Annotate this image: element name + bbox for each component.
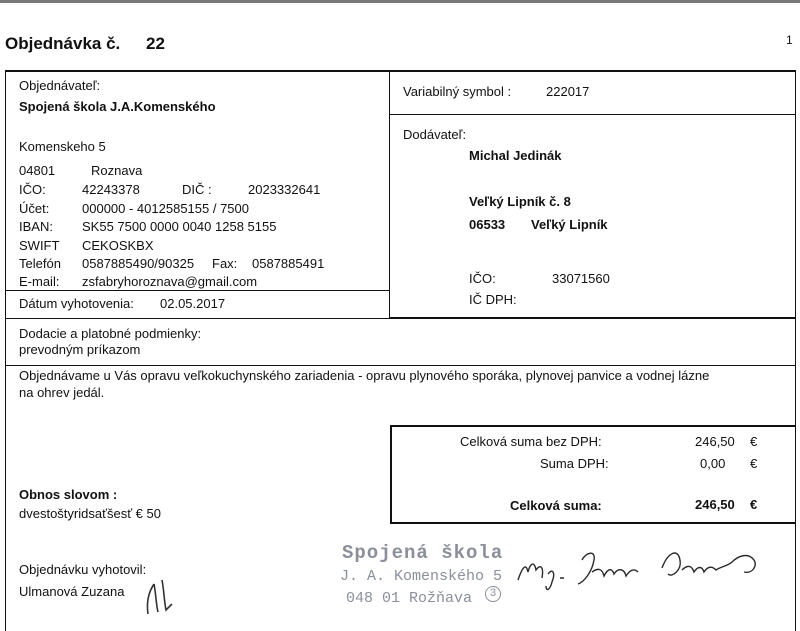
date-bottom-divider — [5, 318, 389, 319]
issuer-name: Ulmanová Zuzana — [19, 584, 125, 599]
orderer-swift: CEKOSKBX — [82, 238, 154, 253]
vat-label: Suma DPH: — [540, 456, 609, 471]
orderer-name: Spojená škola J.A.Komenského — [19, 99, 216, 114]
orderer-city: Roznava — [91, 163, 143, 178]
stamp-line-3: 048 01 Rožňava — [346, 590, 473, 607]
date-value: 02.05.2017 — [160, 296, 226, 311]
orderer-iban-label: IBAN: — [19, 219, 53, 234]
supplier-street: Veľký Lipník č. 8 — [469, 194, 571, 209]
supplier-label: Dodávateľ: — [403, 127, 467, 142]
orderer-dic-label: DIČ : — [182, 182, 212, 197]
orderer-iban: SK55 7500 0000 0040 1258 5155 — [82, 219, 277, 234]
total-label: Celková suma: — [510, 498, 602, 513]
words-label: Obnos slovom : — [19, 487, 118, 502]
issuer-label: Objednávku vyhotovil: — [19, 562, 147, 577]
frame-left — [5, 70, 6, 631]
terms-label: Dodacie a platobné podmienky: — [19, 326, 202, 341]
orderer-ico: 42243378 — [82, 182, 140, 197]
orderer-account: 000000 - 4012585155 / 7500 — [82, 201, 249, 216]
orderer-fax: 0587885491 — [252, 256, 325, 271]
signature-icon — [512, 538, 772, 598]
orderer-email: zsfabryhoroznava@gmail.com — [82, 274, 258, 289]
vat-currency: € — [750, 456, 758, 471]
stamp-line-1: Spojená škola — [342, 542, 504, 564]
variable-symbol-label: Variabilný symbol : — [403, 84, 512, 99]
description-line-2: na ohrev jedál. — [19, 385, 105, 400]
total-value: 246,50 — [695, 497, 735, 512]
orderer-swift-label: SWIFT — [19, 238, 60, 253]
terms-bottom-divider — [5, 365, 795, 366]
issuer-initials-icon — [142, 570, 182, 620]
date-label: Dátum vyhotovenia: — [19, 296, 134, 311]
scan-edge — [0, 0, 800, 3]
net-value: 246,50 — [695, 434, 735, 449]
order-number: 22 — [146, 34, 165, 53]
orderer-phone: 0587885490/90325 — [82, 256, 195, 271]
supplier-ico: 33071560 — [552, 271, 610, 286]
supplier-ico-label: IČO: — [469, 271, 496, 286]
words-value: dvestoštyridsaťšesť € 50 — [19, 506, 161, 521]
supplier-name: Michal Jedinák — [469, 148, 562, 163]
frame-right — [795, 70, 796, 631]
order-title: Objednávka č. — [5, 34, 121, 53]
supplier-city: Veľký Lipník — [531, 217, 608, 232]
net-currency: € — [750, 434, 758, 449]
vat-value: 0,00 — [700, 456, 726, 471]
frame-top — [5, 70, 795, 72]
stamp-mark: 3 — [485, 586, 501, 602]
column-divider — [389, 72, 390, 318]
net-label: Celková suma bez DPH: — [460, 434, 602, 449]
orderer-fax-label: Fax: — [212, 256, 238, 271]
total-currency: € — [750, 497, 758, 512]
orderer-ico-label: IČO: — [19, 182, 46, 197]
supplier-zip: 06533 — [469, 217, 506, 232]
terms-value: prevodným príkazom — [19, 342, 141, 357]
page-number: 1 — [786, 33, 793, 47]
vs-divider — [389, 114, 795, 115]
orderer-label: Objednávateľ: — [19, 78, 101, 93]
variable-symbol-value: 222017 — [546, 84, 590, 99]
orderer-phone-label: Telefón — [19, 256, 61, 271]
supplier-bottom — [389, 317, 795, 319]
orderer-zip: 04801 — [19, 163, 56, 178]
orderer-account-label: Účet: — [19, 201, 50, 216]
stamp-line-2: J. A. Komenského 5 — [340, 568, 503, 585]
description-line-1: Objednávame u Vás opravu veľkokuchynského zariadenia - opravu plynového sporáka, plynovej panvice a vodnej lázne — [19, 368, 710, 383]
orderer-dic: 2023332641 — [248, 182, 321, 197]
orderer-street: Komenskeho 5 — [19, 139, 106, 154]
date-top-divider — [5, 290, 389, 291]
supplier-icdph-label: IČ DPH: — [469, 292, 517, 307]
orderer-email-label: E-mail: — [19, 274, 60, 289]
